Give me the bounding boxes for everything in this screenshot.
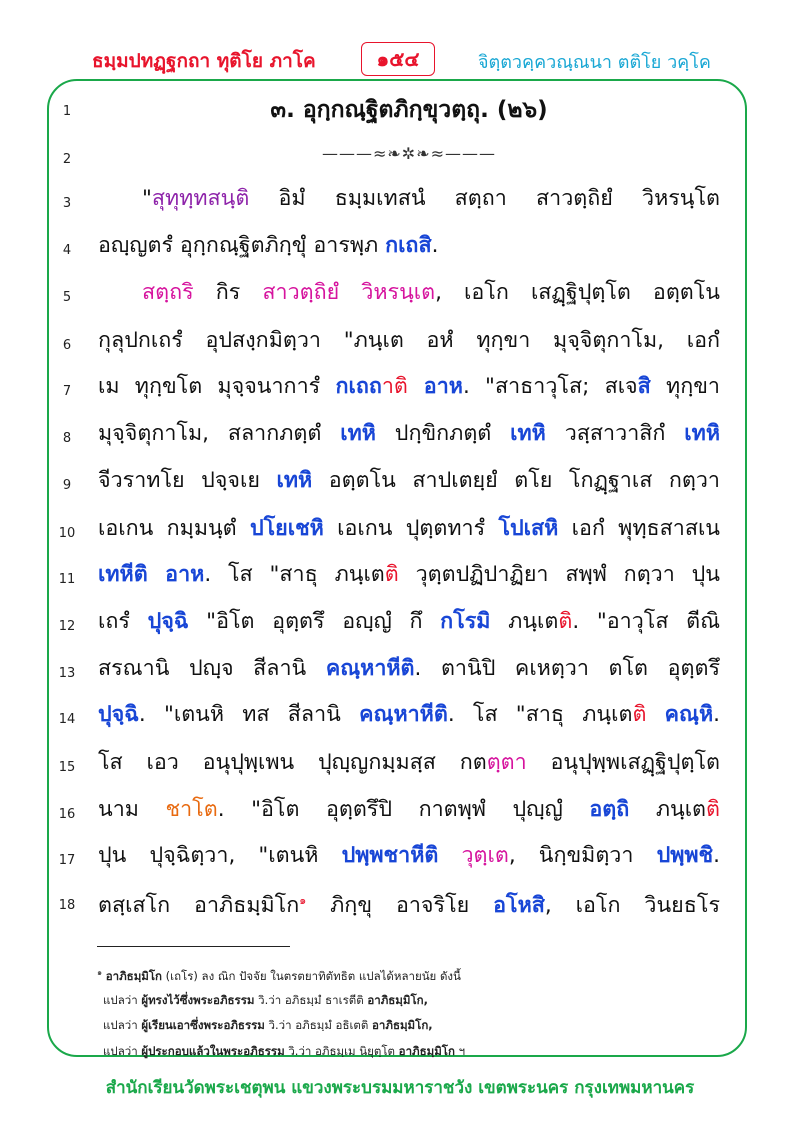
- footnote-line: [103, 992, 428, 1010]
- keyword: เทหิ: [684, 421, 720, 446]
- text-span: ตสฺเสโก อาภิธมฺมิโก: [98, 893, 300, 919]
- line-text: [98, 700, 720, 730]
- line-number: 12: [58, 619, 76, 634]
- keyword: ติ: [706, 797, 720, 822]
- line-text: [98, 607, 720, 637]
- text-span: ภิกฺขุ อาจริโย: [306, 893, 494, 919]
- keyword: สตฺถริ: [142, 280, 194, 305]
- text-span: (เถโร) ลง ณิก ปัจจัย ในตรตยาทิตัทธิต แปลได้หลายนัย ดังนี้: [162, 968, 461, 983]
- text-span: , เอโก เสฏฺฐิปุตฺโต อตฺตโน: [435, 280, 720, 305]
- keyword: คณฺหาหีติ: [325, 656, 415, 681]
- page-header: [0, 40, 800, 80]
- keyword: ชาโต: [165, 797, 218, 822]
- keyword: ติ: [632, 702, 647, 727]
- line-text: [98, 841, 720, 871]
- keyword: อาห: [407, 374, 463, 399]
- keyword: อาห: [147, 562, 205, 587]
- keyword: ติ: [384, 562, 399, 587]
- keyword: ปพฺพชาหีติ: [341, 843, 439, 868]
- footnote-term: ผู้ประกอบแล้วในพระอภิธรรม: [141, 1044, 285, 1058]
- text-line: [50, 86, 740, 134]
- line-number: 2: [62, 152, 72, 167]
- keyword: ปโยเชหิ: [249, 516, 324, 541]
- text-span: . "อาวุโส ตีณิ: [572, 609, 720, 634]
- text-span: อตฺตโน สาปเตยฺยํ ตโย โกฏฺฐาเส กตฺวา: [312, 468, 720, 493]
- text-span: ปุน ปุจฺฉิตฺวา, "เตนหิ: [98, 843, 342, 868]
- keyword: ปุจฺฉิ: [98, 702, 139, 727]
- line-text: [98, 231, 720, 261]
- line-number: 9: [62, 478, 72, 493]
- text-span: [646, 702, 664, 727]
- footnote-term: อาภิธมฺมิโก,: [372, 1018, 433, 1032]
- text-span: . โส "สาธุ ภนฺเต: [447, 702, 633, 727]
- text-span: ภนฺเต: [629, 797, 707, 822]
- text-span: โส เอว อนุปุพฺเพน ปุญฺญกมฺมสฺส กต: [98, 750, 487, 775]
- text-span: แปลว่า: [103, 1044, 142, 1058]
- keyword: อโหสิ: [493, 893, 545, 919]
- footnote-divider: [97, 946, 290, 947]
- text-line: [50, 694, 740, 742]
- story-title: ๓. อุกฺกณฺฐิตภิกฺขุวตฺถุ. (๒๖): [270, 97, 548, 123]
- text-line: [50, 272, 740, 320]
- text-span: ": [142, 186, 152, 211]
- line-number: 7: [62, 384, 72, 399]
- text-span: เอเกน กมฺมนฺตํ: [98, 516, 250, 541]
- text-span: แปลว่า: [103, 1018, 142, 1032]
- text-span: สรณานิ ปญฺจ สีลานิ: [98, 656, 326, 681]
- keyword: วุตฺเต: [461, 843, 509, 868]
- text-span: เอเกน ปุตฺตทารํ: [323, 516, 499, 541]
- keyword: เทหิ: [340, 421, 376, 446]
- text-line: [50, 413, 740, 461]
- keyword: สุทุทฺทสนฺติ: [151, 186, 250, 211]
- line-text: [98, 326, 720, 356]
- keyword: สาวตฺถิยํ: [262, 280, 340, 305]
- footnote-line: [97, 966, 461, 986]
- page-number-badge: ๑๕๔: [361, 42, 435, 76]
- keyword: อตฺถิ: [589, 797, 630, 822]
- text-span: วิ.ว่า อภิธมฺมํ อธิเตติ: [264, 1018, 373, 1032]
- text-span: [438, 843, 461, 868]
- text-span: . "สาธาวุโส; สเจ: [462, 374, 638, 399]
- line-text: [98, 748, 720, 778]
- line-text: [142, 184, 720, 214]
- line-text: [98, 654, 720, 684]
- line-number: 4: [62, 243, 72, 258]
- text-span: ภนฺเต: [490, 609, 559, 634]
- keyword: กเถสิ: [385, 233, 432, 258]
- keyword: าติ: [381, 374, 408, 399]
- line-number: 10: [58, 526, 76, 541]
- text-span: . ตานิปิ คเหตฺวา ตโต อุตฺตรึ: [414, 656, 720, 681]
- text-span: เม ทุกฺขโต มุจฺจนาการํ: [98, 374, 336, 399]
- footnote-term: อาภิธมฺมิโก,: [367, 993, 428, 1007]
- keyword: ติ: [558, 609, 573, 634]
- text-span: อนุปุพฺพเสฏฺฐิปุตฺโต: [526, 750, 720, 775]
- text-span: , นิกฺขมิตฺวา: [508, 843, 657, 868]
- text-line: [50, 508, 740, 556]
- text-span: มุจฺจิตุกาโม, สลากภตฺตํ: [98, 421, 341, 446]
- text-line: [50, 880, 740, 928]
- keyword: คณฺหิ: [664, 702, 714, 727]
- text-line: [50, 554, 740, 602]
- text-line: [50, 178, 740, 226]
- line-number: 1: [62, 104, 72, 119]
- text-line: [50, 601, 740, 649]
- ornament-divider: ———≈❧✲❧≈———: [321, 144, 497, 163]
- line-number: 13: [58, 666, 76, 681]
- line-text: [142, 278, 720, 308]
- footnote-marker: ๑: [97, 968, 103, 977]
- page-footer: สำนักเรียนวัดพระเชตุพน แขวงพระบรมมหาราชวัง เขตพระนคร กรุงเทพมหานคร: [105, 1078, 695, 1098]
- text-line: [50, 460, 740, 508]
- keyword: เทหิ: [276, 468, 313, 493]
- text-span: "อิโต อุตฺตรึ อญฺญํ กึ: [188, 609, 441, 634]
- line-text: [98, 795, 720, 825]
- text-line: [50, 789, 740, 837]
- footnote-term: อาภิธมฺมิโก: [105, 968, 162, 983]
- text-span: . "เตนหิ ทส สีลานิ: [138, 702, 360, 727]
- text-span: นาม: [98, 797, 166, 822]
- chapter-title: จิตฺตวคฺควณฺณนา ตติโย วคฺโค: [478, 52, 711, 73]
- text-span: , เอโก วินยธโร: [544, 893, 720, 919]
- line-number: 18: [58, 898, 76, 913]
- line-number: 6: [62, 338, 72, 353]
- text-span: . โส "สาธุ ภนฺเต: [204, 562, 385, 587]
- line-number: 17: [58, 853, 76, 868]
- text-line: [50, 366, 740, 414]
- line-number: 15: [58, 760, 76, 775]
- text-span: เอกํ พุทฺธสาสเน: [558, 516, 720, 541]
- text-span: วิ.ว่า อภิธมฺมํ ธาเรตีติ: [254, 993, 368, 1007]
- keyword: ตฺตา: [486, 750, 527, 775]
- text-span: [339, 280, 361, 305]
- text-line: [50, 225, 740, 273]
- line-text: [98, 466, 720, 496]
- text-line: [50, 835, 740, 883]
- text-line: [50, 134, 740, 182]
- line-text: [98, 886, 720, 921]
- footnote-marker: ๑: [299, 894, 307, 907]
- keyword: สิ: [637, 374, 651, 399]
- line-text: [98, 514, 720, 544]
- text-line: [50, 320, 740, 368]
- keyword: เทหิ: [510, 421, 546, 446]
- text-span: กุลุปกเถรํ อุปสงฺกมิตฺวา "ภนฺเต อหํ ทุกฺขา มุจฺจิตุกาโม, เอกํ: [98, 328, 720, 353]
- footnote-term: อาภิธมฺมิโก: [398, 1044, 455, 1058]
- text-span: วิ.ว่า อภิธมฺเม นิยุตฺโต: [284, 1044, 399, 1058]
- keyword: คณฺหาหีติ: [359, 702, 448, 727]
- line-number: 11: [58, 572, 76, 587]
- keyword: ปุจฺฉิ: [147, 609, 189, 634]
- text-span: กิร: [193, 280, 263, 305]
- line-number: 16: [58, 807, 76, 822]
- line-text: [98, 560, 720, 590]
- line-number: 14: [58, 712, 76, 727]
- text-span: . "อิโต อุตฺตรึปิ กาตพฺพํ ปุญฺญํ: [217, 797, 590, 822]
- text-span: แปลว่า: [103, 993, 142, 1007]
- keyword: เทหีติ: [98, 562, 148, 587]
- line-text: [98, 372, 720, 402]
- keyword: กเถถ: [335, 374, 382, 399]
- footnote-term: ผู้เรียนเอาซึ่งพระอภิธรรม: [141, 1018, 265, 1032]
- text-span: .: [713, 843, 720, 868]
- text-line: [50, 648, 740, 696]
- keyword: ปพฺพชิ: [656, 843, 714, 868]
- book-title: ธมฺมปทฏฺฐกถา ทุติโย ภาโค: [92, 50, 316, 72]
- text-span: ทุกฺขา: [650, 374, 720, 399]
- line-text: [98, 419, 720, 449]
- text-span: อิมํ ธมฺมเทสนํ สตฺถา สาวตฺถิยํ วิหรนฺโต: [249, 186, 720, 211]
- text-span: ปกฺขิกภตฺตํ: [375, 421, 511, 446]
- text-span: .: [431, 233, 439, 258]
- line-number: 3: [62, 196, 72, 211]
- line-number: 5: [62, 290, 72, 305]
- keyword: โปเสหิ: [498, 516, 559, 541]
- text-span: อญฺญตรํ อุกฺกณฺฐิตภิกฺขุํ อารพฺภ: [98, 233, 386, 258]
- keyword: กโรมิ: [440, 609, 491, 634]
- text-span: วุตฺตปฏิปาฏิยา สพฺพํ กตฺวา ปุน: [398, 562, 720, 587]
- text-span: จีวราทโย ปจฺจเย: [98, 468, 277, 493]
- footnote-line: [103, 1043, 465, 1061]
- line-number: 8: [62, 431, 72, 446]
- text-span: .: [713, 702, 720, 727]
- keyword: วิหรนฺเต: [361, 280, 436, 305]
- footnote-line: [103, 1017, 433, 1035]
- text-span: วสฺสาวาสิกํ: [545, 421, 685, 446]
- text-span: ฯ: [454, 1044, 466, 1058]
- text-line: [50, 742, 740, 790]
- footnote-term: ผู้ทรงไว้ซึ่งพระอภิธรรม: [141, 993, 255, 1007]
- text-span: เถรํ: [98, 609, 148, 634]
